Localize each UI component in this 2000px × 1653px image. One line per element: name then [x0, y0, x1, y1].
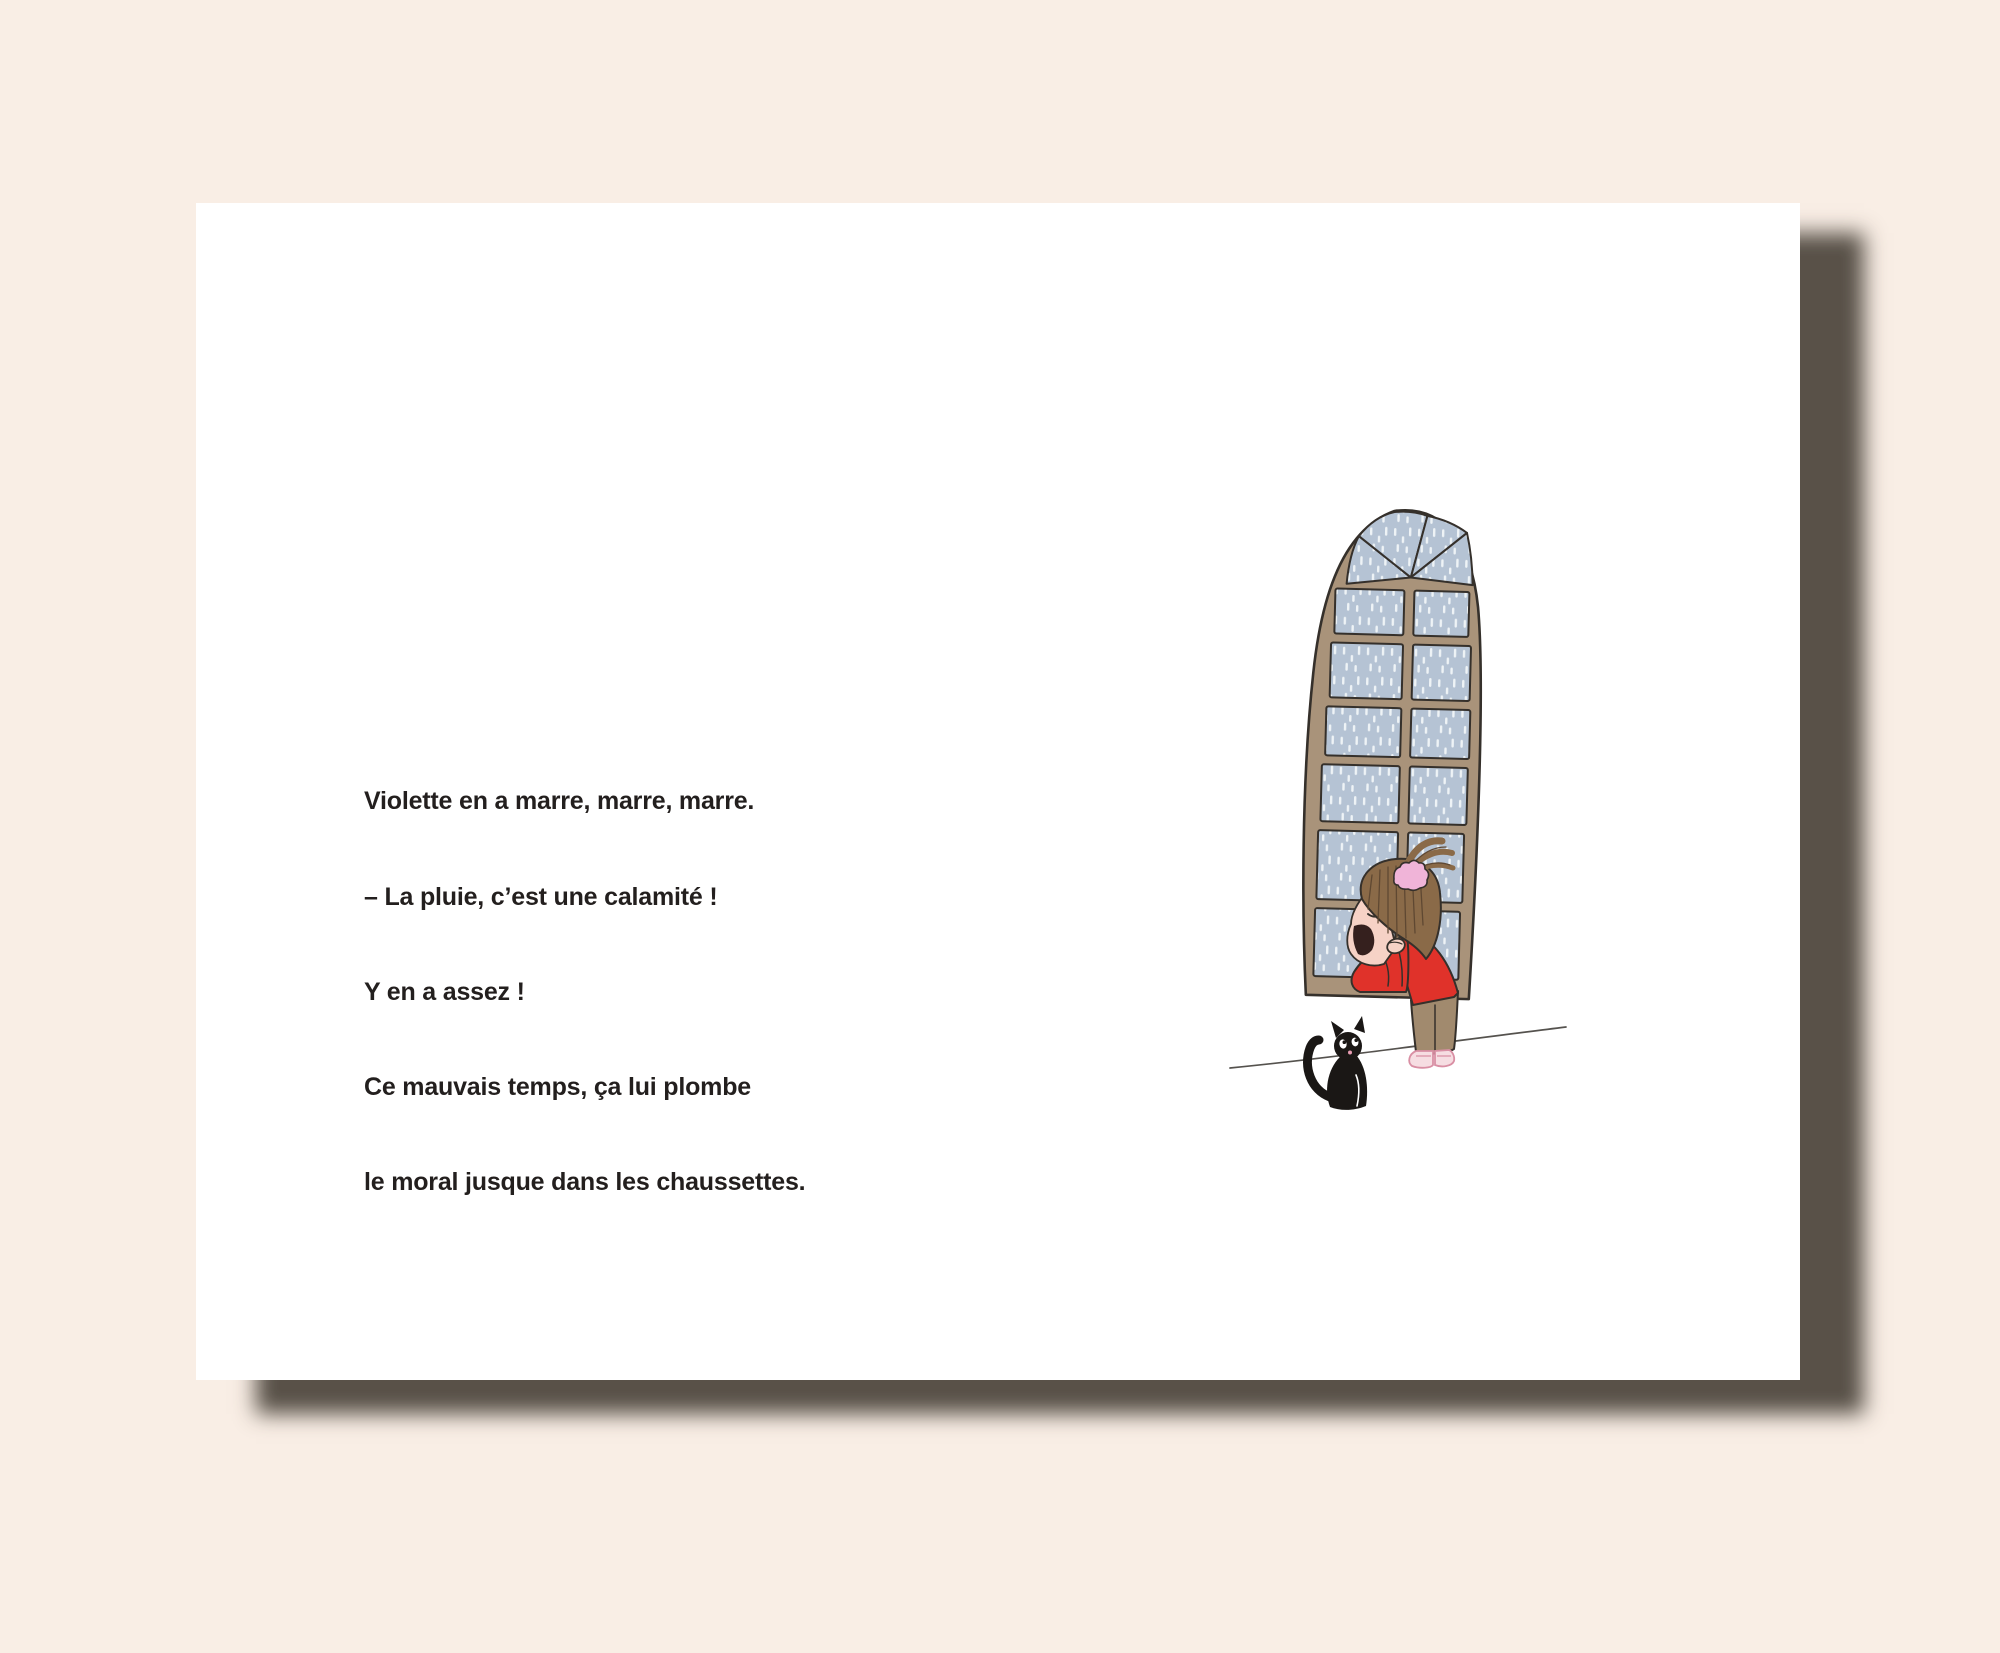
illustration — [1210, 495, 1610, 1135]
floor-line — [1230, 1027, 1566, 1068]
cat-pupil-right — [1354, 1038, 1358, 1042]
black-cat — [1307, 1016, 1367, 1110]
story-text-line: Violette en a marre, marre, marre. — [364, 787, 755, 816]
cat-head — [1334, 1032, 1362, 1060]
story-text-line: Ce mauvais temps, ça lui plombe — [364, 1072, 751, 1101]
girl-foot-right — [1435, 1050, 1454, 1066]
cat-ear-right — [1354, 1016, 1365, 1033]
cat-pupil-left — [1343, 1040, 1347, 1044]
girl-foot-left — [1409, 1051, 1433, 1068]
cat-nose — [1348, 1051, 1352, 1055]
story-text-line: Y en a assez ! — [364, 977, 525, 1006]
story-text — [364, 723, 805, 1262]
story-text-line: le moral jusque dans les chaussettes. — [364, 1167, 806, 1196]
window-fan-panes — [1347, 510, 1475, 587]
cat-tail — [1307, 1040, 1330, 1097]
story-text-line: – La pluie, c’est une calamité ! — [364, 882, 718, 911]
book-page — [196, 203, 1800, 1380]
cat-body — [1327, 1055, 1367, 1110]
